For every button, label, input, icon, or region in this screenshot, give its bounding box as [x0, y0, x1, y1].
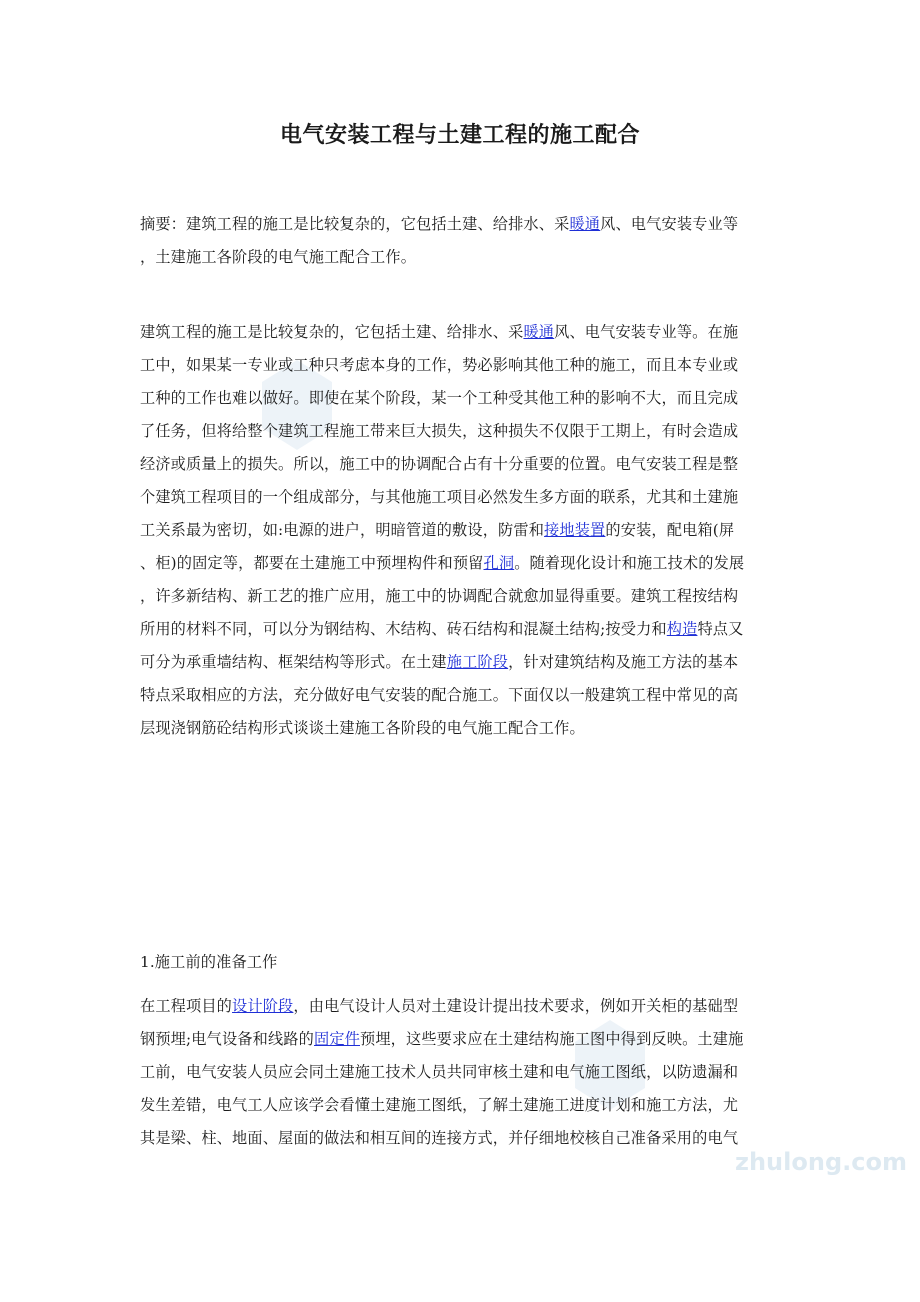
- abstract-paragraph: [140, 208, 780, 274]
- text-segment: 所用的材料不同，可以分为钢结构、木结构、砖石结构和混凝土结构;按受力和: [140, 620, 667, 638]
- text-line: [140, 547, 780, 580]
- watermark-text: zhulong.com: [735, 1148, 907, 1176]
- text-segment: 层现浇钢筋砼结构形式谈谈土建施工各阶段的电气施工配合工作。: [140, 719, 585, 737]
- section-1-heading: 1.施工前的准备工作: [140, 953, 278, 971]
- text-segment: 可分为承重墙结构、框架结构等形式。在土建: [140, 653, 447, 671]
- text-segment: 在工程项目的: [140, 997, 233, 1015]
- text-line: [140, 613, 780, 646]
- text-segment: 钢预埋;电气设备和线路的: [140, 1030, 314, 1048]
- text-segment: 工中，如果某一专业或工种只考虑本身的工作，势必影响其他工种的施工，而且本专业或: [140, 356, 739, 374]
- keyword-link[interactable]: 设计阶段: [232, 997, 294, 1015]
- text-line: [140, 646, 780, 679]
- intro-paragraph: [140, 316, 780, 745]
- text-line: [140, 316, 780, 349]
- text-segment: ，土建施工各阶段的电气施工配合工作。: [140, 248, 417, 266]
- text-segment: 工关系最为密切，如:电源的进户，明暗管道的敷设，防雷和: [140, 521, 545, 539]
- text-segment: 风、电气安装专业等: [600, 215, 739, 233]
- text-line: [140, 1056, 780, 1089]
- text-line: [140, 580, 780, 613]
- text-segment: 特点采取相应的方法，充分做好电气安装的配合施工。下面仅以一般建筑工程中常见的高: [140, 686, 739, 704]
- text-line: [140, 448, 780, 481]
- text-line: [140, 349, 780, 382]
- keyword-link[interactable]: 孔洞: [483, 554, 515, 572]
- text-segment: 个建筑工程项目的一个组成部分，与其他施工项目必然发生多方面的联系，尤其和土建施: [140, 488, 739, 506]
- text-segment: 特点又: [697, 620, 744, 638]
- text-segment: 预埋，这些要求应在土建结构施工图中得到反映。土建施: [360, 1030, 744, 1048]
- text-segment: 的安装，配电箱(屏: [605, 521, 735, 539]
- text-line: [140, 679, 780, 712]
- text-segment: 建筑工程的施工是比较复杂的，它包括土建、给排水、采: [140, 323, 524, 341]
- text-segment: 工种的工作也难以做好。即使在某个阶段，某一个工种受其他工种的影响不大，而且完成: [140, 389, 739, 407]
- text-segment: 其是梁、柱、地面、屋面的做法和相互间的连接方式，并仔细地校核自己准备采用的电气: [140, 1129, 739, 1147]
- keyword-link[interactable]: 固定件: [313, 1030, 360, 1048]
- text-segment: 了任务，但将给整个建筑工程施工带来巨大损失，这种损失不仅限于工期上，有时会造成: [140, 422, 739, 440]
- keyword-link[interactable]: 暖通: [523, 323, 555, 341]
- keyword-link[interactable]: 构造: [666, 620, 698, 638]
- text-line: [140, 382, 780, 415]
- keyword-link[interactable]: 暖通: [569, 215, 601, 233]
- text-segment: 摘要：建筑工程的施工是比较复杂的，它包括土建、给排水、采: [140, 215, 570, 233]
- text-segment: 经济或质量上的损失。所以，施工中的协调配合占有十分重要的位置。电气安装工程是整: [140, 455, 739, 473]
- text-line: [140, 712, 780, 745]
- text-line: [140, 990, 780, 1023]
- text-line: [140, 481, 780, 514]
- text-line: [140, 208, 780, 241]
- document-title: 电气安装工程与土建工程的施工配合: [279, 122, 640, 148]
- text-segment: 发生差错，电气工人应该学会看懂土建施工图纸，了解土建施工进度计划和施工方法，尤: [140, 1096, 739, 1114]
- section-1-paragraph: [140, 990, 780, 1155]
- text-segment: 工前，电气安装人员应会同土建施工技术人员共同审核土建和电气施工图纸，以防遗漏和: [140, 1063, 739, 1081]
- text-line: [140, 241, 780, 274]
- text-line: [140, 1122, 780, 1155]
- keyword-link[interactable]: 接地装置: [544, 521, 606, 539]
- text-segment: 。随着现化设计和施工技术的发展: [514, 554, 745, 572]
- text-segment: ，许多新结构、新工艺的推广应用，施工中的协调配合就愈加显得重要。建筑工程按结构: [140, 587, 739, 605]
- text-segment: 风、电气安装专业等。在施: [554, 323, 739, 341]
- text-segment: ，针对建筑结构及施工方法的基本: [508, 653, 739, 671]
- text-segment: ，由电气设计人员对土建设计提出技术要求，例如开关柜的基础型: [293, 997, 739, 1015]
- text-line: [140, 1023, 780, 1056]
- text-line: [140, 1089, 780, 1122]
- text-line: [140, 514, 780, 547]
- text-segment: 、柜)的固定等，都要在土建施工中预埋构件和预留: [140, 554, 484, 572]
- keyword-link[interactable]: 施工阶段: [446, 653, 509, 671]
- text-line: [140, 415, 780, 448]
- section-heading: [140, 946, 780, 979]
